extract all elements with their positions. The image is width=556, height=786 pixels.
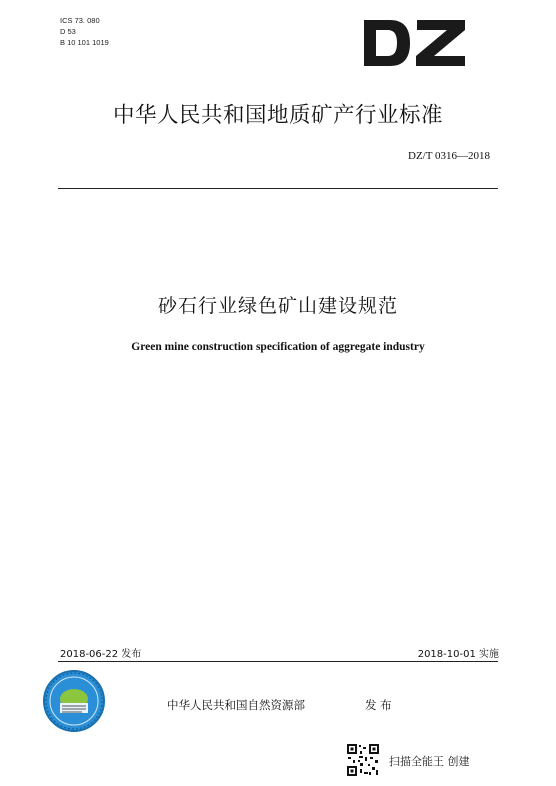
standard-number: DZ/T 0316—2018	[408, 150, 490, 162]
issue-label: 发 布	[365, 698, 392, 712]
qr-code-icon	[346, 743, 380, 777]
top-divider	[58, 188, 498, 189]
issuing-authority: 中华人民共和国自然资源部	[167, 698, 305, 712]
publish-date: 2018-06-22 发布	[60, 649, 142, 660]
filing-number: B 10 101 1019	[60, 38, 109, 47]
classification-codes	[60, 15, 109, 48]
dz-logo-letter-z	[416, 20, 465, 66]
dz-logo-letter-d	[364, 20, 410, 66]
bottom-divider	[58, 661, 498, 662]
ccs-code: D 53	[60, 27, 76, 36]
document-title-cn: 砂石行业绿色矿山建设规范	[157, 295, 398, 317]
ics-code: ICS 73. 080	[60, 16, 100, 25]
scanner-watermark-text: 扫描全能王 创建	[389, 755, 470, 768]
ministry-seal-icon	[42, 669, 106, 733]
implement-date: 2018-10-01 实施	[417, 649, 499, 660]
document-title-en: Green mine construction specification of aggregate industry	[131, 341, 425, 353]
standard-category-title: 中华人民共和国地质矿产行业标准	[112, 103, 443, 128]
dz-logo	[362, 18, 467, 68]
